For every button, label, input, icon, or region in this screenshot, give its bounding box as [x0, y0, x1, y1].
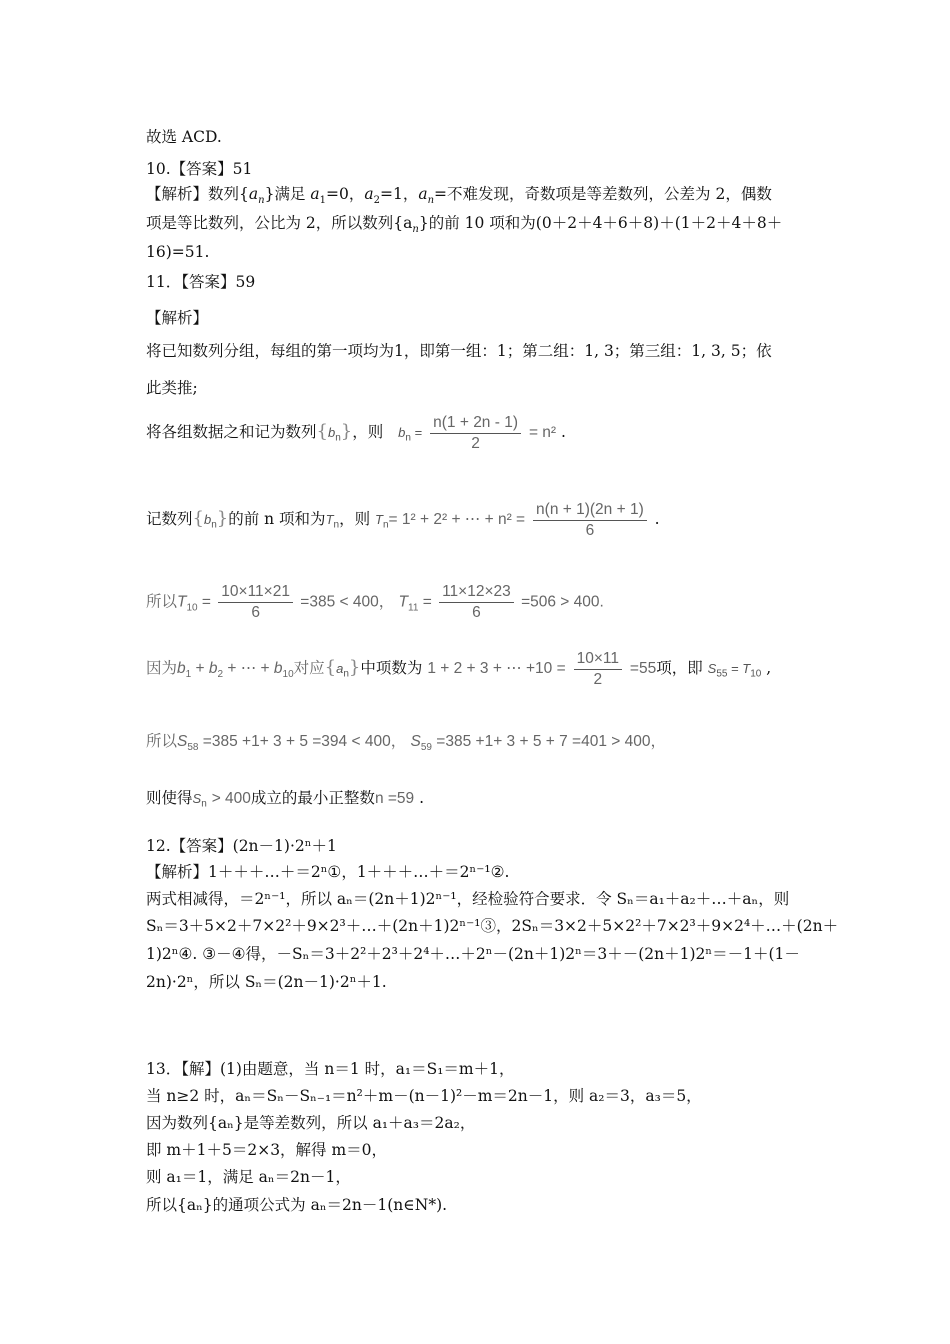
analysis-12-line1: 【解析】1＋＋＋…＋＝2ⁿ①，1＋＋＋…＋＝2ⁿ⁻¹②. [146, 863, 510, 881]
formula-s58-s59: 所以$S_{58} =385 +1+ 3 + 5 =394 < 400$， $S_{59} =385 +1+ 3 + 5 + 7 =401 > 400$， [146, 733, 666, 754]
solution-13-line6: 所以{aₙ}的通项公式为 aₙ＝2n－1(n∈N*). [146, 1196, 448, 1214]
solution-13-line2: 当 n≥2 时，aₙ＝Sₙ－Sₙ₋₁＝n²＋m－(n－1)²－m＝2n－1，则 a₂＝3，a₃＝5， [146, 1087, 702, 1105]
solution-13-line1: 13．【解】(1)由题意，当 n＝1 时，a₁＝S₁＝m＋1， [146, 1060, 515, 1078]
analysis-12-line4: 1)2ⁿ④. ③－④得，－Sₙ＝3＋2²＋2³＋2⁴＋…＋2ⁿ－(2n＋1)2ⁿ＝3＋－(2n＋1)2ⁿ＝－1＋(1－ [146, 945, 800, 963]
formula-bn: 将各组数据之和记为数列$\{b_n\}$，则 $b_n$ = $\frac{n(1 + 2n - 1)}{2}$ = n² . [146, 413, 566, 452]
analysis-11-heading: 【解析】 [146, 309, 209, 327]
solution-13-line3: 因为数列{aₙ}是等差数列，所以 a₁＋a₃＝2a₂， [146, 1114, 476, 1132]
analysis-12-line3: Sₙ＝3＋5×2＋7×2²＋9×2³＋…＋(2n＋1)2ⁿ⁻¹③，2Sₙ＝3×2＋5×2²＋7×2³＋9×2⁴＋…＋(2n＋ [146, 917, 839, 935]
solution-13-line4: 即 m＋1＋5＝2×3，解得 m＝0， [146, 1141, 388, 1159]
formula-conclusion-11: 则使得$S_n > 400$成立的最小正整数n =59 . [146, 789, 425, 810]
analysis-11-line2: 此类推; [146, 379, 198, 397]
analysis-12-line2: 两式相减得，＝2ⁿ⁻¹，所以 aₙ＝(2n＋1)2ⁿ⁻¹，经检验符合要求．令 Sₙ＝a₁＋a₂＋…＋aₙ，则 [146, 890, 790, 908]
text-line: 故选 ACD. [146, 128, 222, 146]
analysis-10-line2: 项是等比数列，公比为 2，所以数列$\{a_n\}$的前 10 项和为(0＋2＋4＋6＋8)＋(1＋2＋4＋8＋ [146, 214, 783, 236]
formula-t10-t11: 所以$T_{10}$ = $\frac{10\times 11\times 21}{6}$ =385 < 400， $T_{11}$ = $\frac{11\times 12\times 23}{6}$ =506 > 400. [146, 583, 604, 621]
formula-tn: 记数列$\{b_n\}$的前 n 项和为$T_n$，则 $T_n= 1^2 + 2^2$ + ⋯ + n² = $\frac{n(n + 1)(2n + 1)}{6}$ . [146, 500, 660, 539]
analysis-10-line1: 【解析】数列$\{a_n\}$满足 $a_1=0$，$a_2=1$，$a_n=$不难发现，奇数项是等差数列，公差为 2，偶数 [146, 185, 772, 207]
solution-13-line5: 则 a₁＝1，满足 aₙ＝2n－1， [146, 1168, 351, 1186]
analysis-12-line5: 2n)·2ⁿ，所以 Sₙ＝(2n－1)·2ⁿ＋1. [146, 973, 387, 991]
analysis-11-line1: 将已知数列分组，每组的第一项均为1，即第一组：1；第二组：1, 3；第三组：1, 3, 5；依 [146, 342, 772, 360]
answer-12: 12.【答案】(2n－1)·2ⁿ＋1 [146, 837, 337, 855]
analysis-10-line3: 16)=51. [146, 243, 210, 261]
answer-11: 11．【答案】59 [146, 273, 256, 291]
formula-s55: 因为$b_1 + b_2$ + ⋯ + $b_{10}$对应$\{a_n\}$中项数为 1 + 2 + 3 + ⋯ +10 = $\frac{10\times 11}{2}$ =55项，即 $S_{55} = T_{10}$ , [146, 649, 772, 688]
answer-10: 10.【答案】51 [146, 160, 253, 178]
